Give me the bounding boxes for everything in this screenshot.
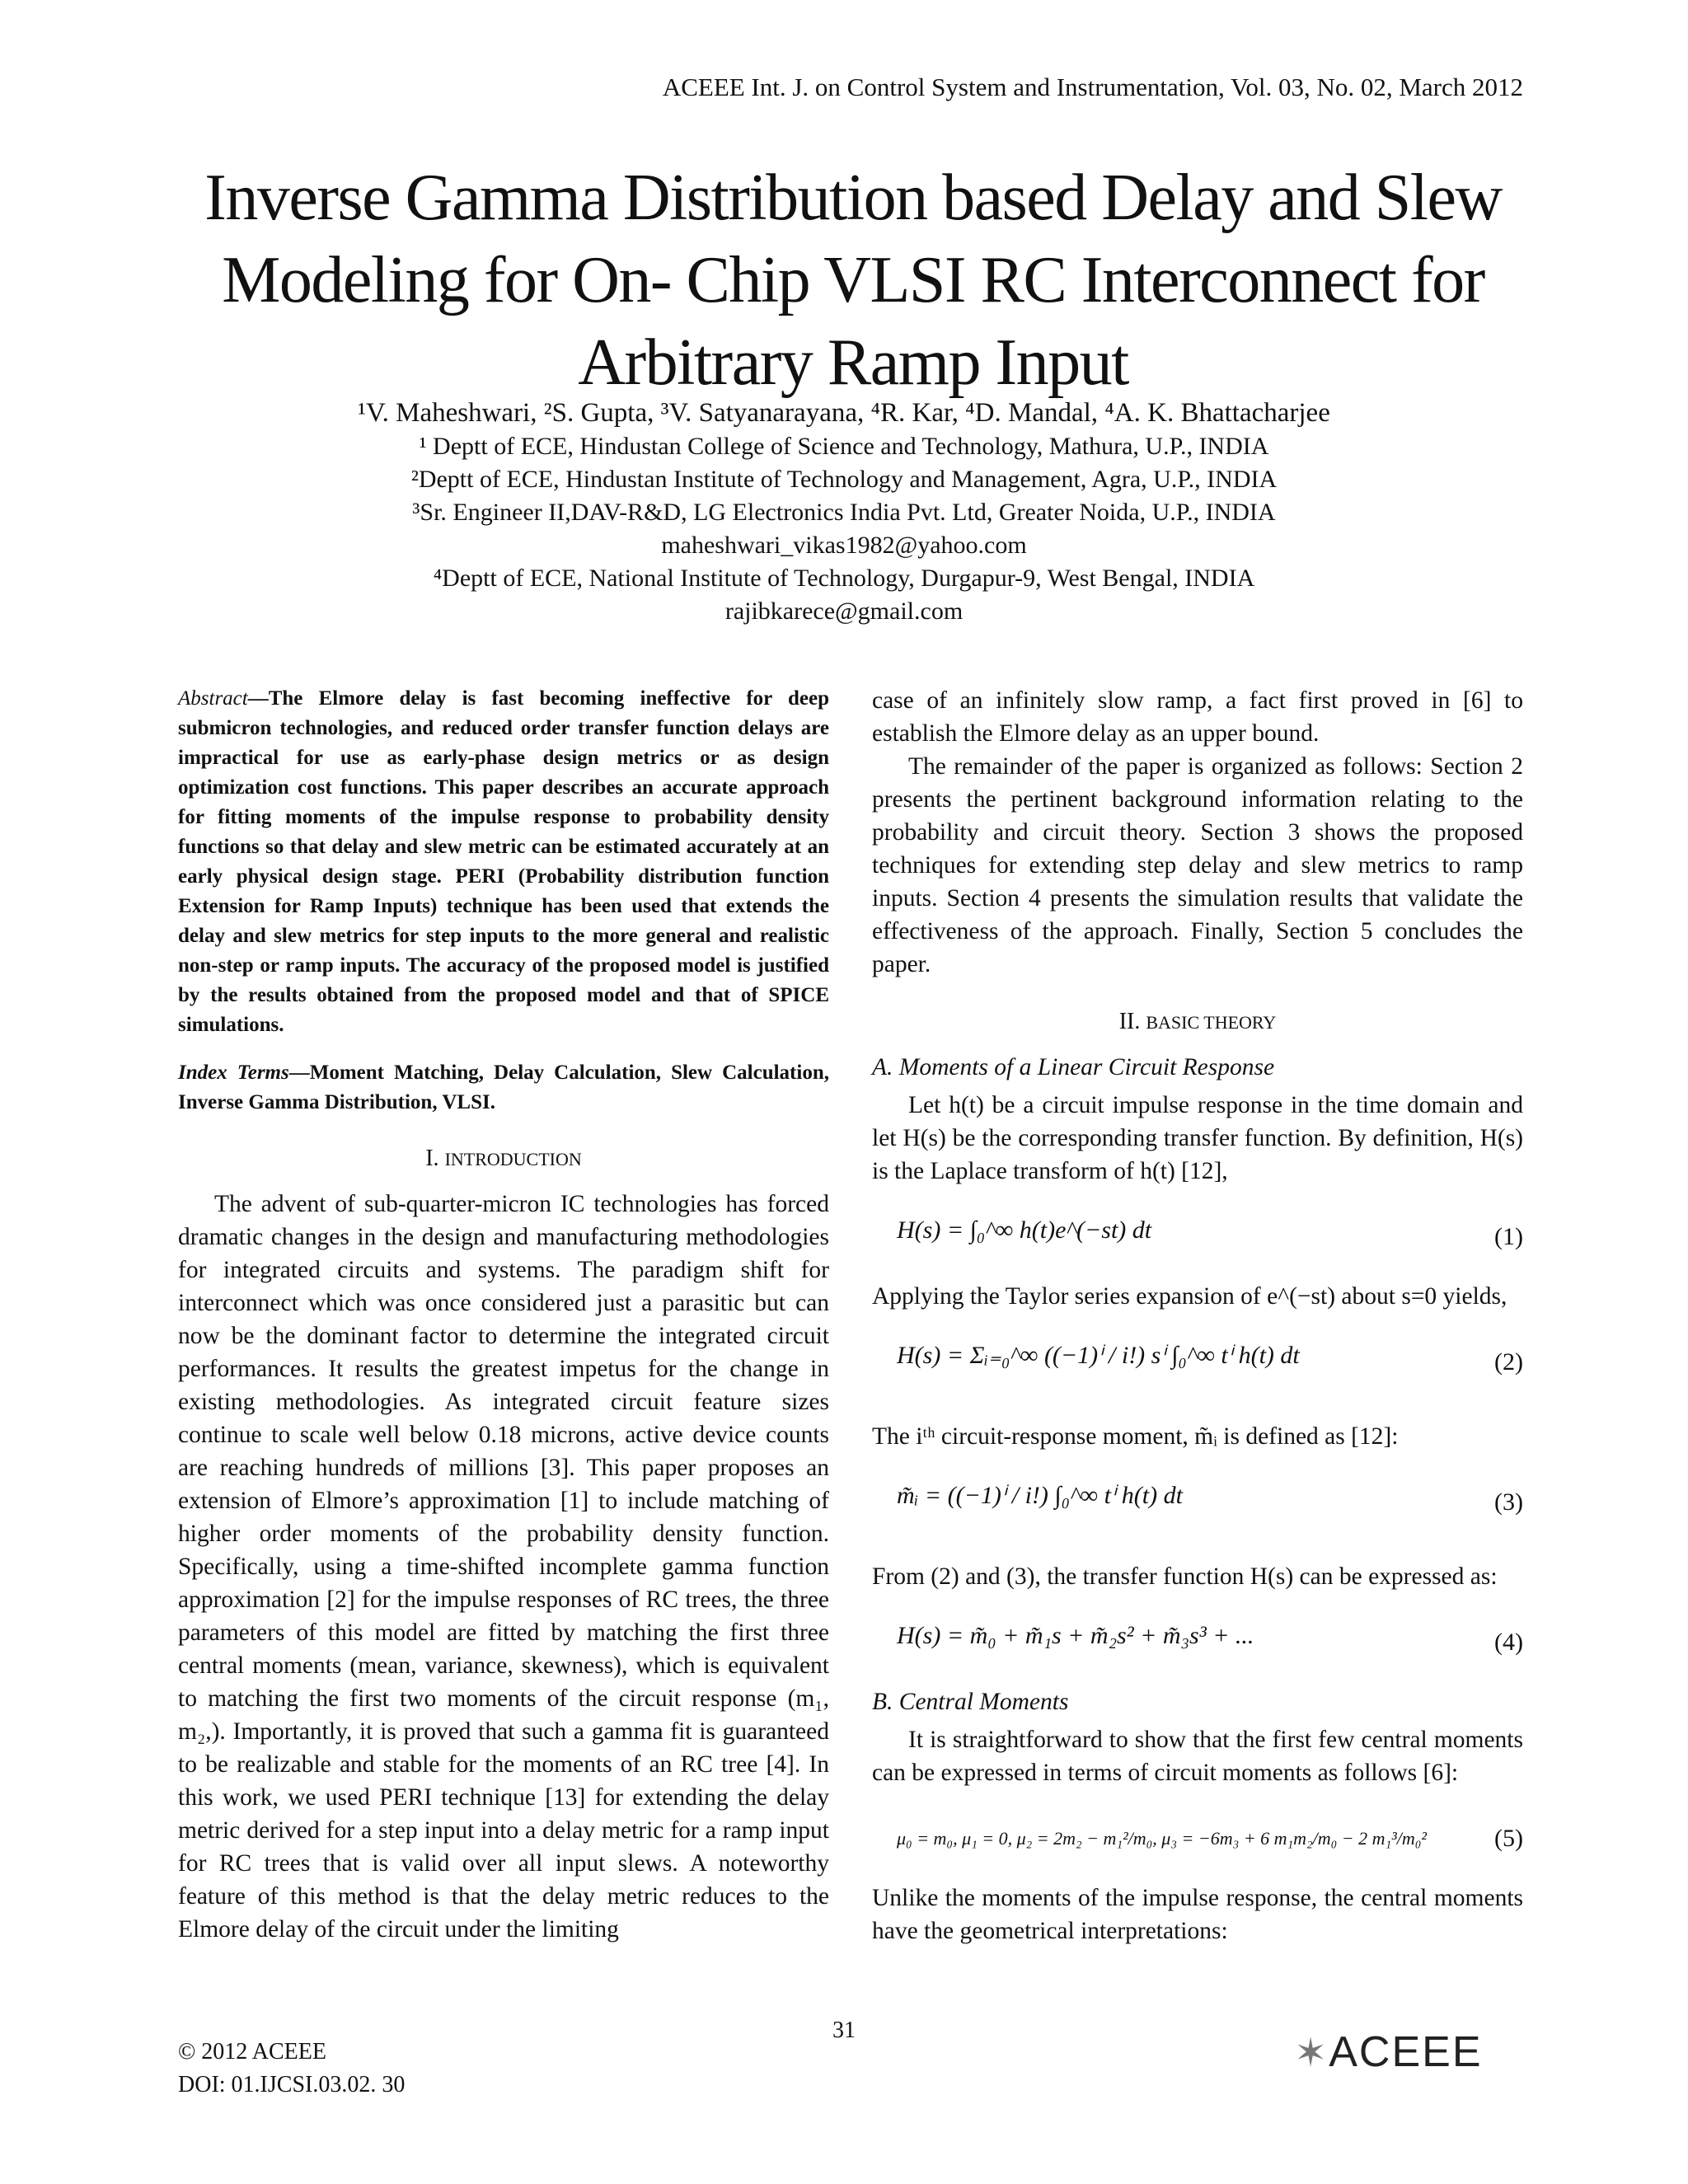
equation-5-number: (5) [1494, 1825, 1523, 1852]
equation-3 [872, 1461, 1523, 1552]
right-paragraph-3: Let h(t) be a circuit impulse response in the time domain and let H(s) be the corresponding transfer function. By definition, H(s) is the Laplace transform of h(t) [12], [872, 1092, 1523, 1184]
abstract-label: Abstract [178, 687, 248, 710]
title-line-3: Arbitrary Ramp Input [578, 326, 1128, 399]
author-names: ¹V. Maheshwari, ²S. Gupta, ³V. Satyanarayana, ⁴R. Kar, ⁴D. Mandal, ⁴A. K. Bhattacharjee [358, 398, 1330, 428]
equation-2 [872, 1321, 1523, 1412]
section-2-heading: II. BASIC THEORY [1118, 1009, 1277, 1034]
intro-paragraph: The advent of sub-quarter-micron IC technologies has forced dramatic changes in the design and manufacturing methodologies for integrated circuits and systems. The paradigm shift for interconnect which was once considered just a parasitic but can now be the dominant factor to determine the integrated circuit performances. It results the greatest impetus for the change in existing methodologies. As integrated circuit feature sizes continue to scale well below 0.18 microns, active device counts are reaching hundreds of millions [3]. This paper proposes an extension of Elmore’s approximation [1] to include matching of higher order moments of the probability density function. Specifically, using a time-shifted incomplete gamma function approximation [2] for the impulse responses of RC trees, the three parameters of this model are fitted by matching the first three central moments (mean, variance, skewness), which is equivalent to matching the first two moments of the circuit response (m₁, m₂,). Importantly, it is proved that such a gamma fit is guaranteed to be realizable and stable for the moments of an RC tree [4]. In this work, we used PERI technique [13] for extending the delay metric derived for a step input into a delay metric for a ramp input for RC trees that is valid over all input slews. A noteworthy feature of this method is that the delay metric reduces to the Elmore delay of the circuit under the limiting [178, 1191, 829, 1943]
equation-4 [872, 1601, 1523, 1677]
title-line-2: Modeling for On- Chip VLSI RC Interconnect for [222, 244, 1484, 316]
index-terms-label: Index Terms [178, 1062, 289, 1084]
logo-text: ACEEE [1329, 2028, 1483, 2076]
right-paragraph-5: The iᵗʰ circuit-response moment, m̃ᵢ is defined as [12]: [872, 1423, 1399, 1450]
affiliation-4: ⁴Deptt of ECE, National Institute of Technology, Durgapur-9, West Bengal, INDIA [433, 565, 1255, 592]
subsection-b-heading: B. Central Moments [872, 1689, 1069, 1715]
index-terms [178, 1058, 829, 1118]
star-icon: ✶ [1294, 2032, 1329, 2075]
equation-3-number: (3) [1494, 1488, 1523, 1516]
affiliation-2: ²Deptt of ECE, Hindustan Institute of Technology and Management, Agra, U.P., INDIA [410, 466, 1278, 493]
right-paragraph-1: case of an infinitely slow ramp, a fact first proved in [6] to establish the Elmore delay as an upper bound. [872, 687, 1523, 747]
right-paragraph-8: Unlike the moments of the impulse response, the central moments have the geometrical interpretations: [872, 1885, 1523, 1944]
doi: DOI: 01.IJCSI.03.02. 30 [178, 2072, 406, 2097]
affiliation-1: ¹ Deptt of ECE, Hindustan College of Science and Technology, Mathura, U.P., INDIA [419, 433, 1269, 460]
equation-2-body: H(s) = Σᵢ₌₀^∞ ((−1)ⁱ / i!) sⁱ ∫₀^∞ tⁱ h(t) dt [897, 1342, 1300, 1369]
affiliation-3: ³Sr. Engineer II,DAV-R&D, LG Electronics India Pvt. Ltd, Greater Noida, U.P., INDIA [412, 499, 1276, 526]
equation-1-number: (1) [1494, 1223, 1523, 1250]
equation-4-body: H(s) = m̃₀ + m̃₁s + m̃₂s² + m̃₃s³ + ... [897, 1622, 1254, 1649]
author-block [0, 396, 1688, 628]
email-2[interactable]: rajibkarece@gmail.com [724, 598, 964, 625]
equation-4-number: (4) [1494, 1629, 1523, 1656]
equation-5-body: μ₀ = m₀, μ₁ = 0, μ₂ = 2m₂ − m₁²/m₀, μ₃ = −6m₃ + 6 m₁m₂/m₀ − 2 m₁³/m₀² [897, 1828, 1428, 1849]
right-column [872, 684, 1523, 1947]
abstract-text: —The Elmore delay is fast becoming ineffective for deep submicron technologies, and reduced order transfer function delays are impractical for use as early-phase design metrics or as design optimization cost functions. This paper describes an accurate approach for fitting moments of the impulse response to probability density functions so that delay and slew metric can be estimated accurately at an early physical design stage. PERI (Probability distribution function Extension for Ramp Inputs) technique has been used that extends the delay and slew metrics for step inputs to the more general and realistic non-step or ramp inputs. The accuracy of the proposed model is justified by the results obtained from the proposed model and that of SPICE simulations. [178, 687, 829, 1036]
equation-5 [872, 1797, 1523, 1873]
index-terms-text: —Moment Matching, Delay Calculation, Slew Calculation, Inverse Gamma Distribution, VLSI. [178, 1062, 829, 1113]
abstract [178, 684, 829, 1040]
equation-2-number: (2) [1494, 1348, 1523, 1376]
email-1[interactable]: maheshwari_vikas1982@yahoo.com [661, 532, 1027, 559]
right-paragraph-7: It is straightforward to show that the first few central moments can be expressed in terms of circuit moments as follows [6]: [872, 1727, 1523, 1786]
title-line-1: Inverse Gamma Distribution based Delay and Slew [204, 162, 1502, 234]
right-paragraph-2: The remainder of the paper is organized as follows: Section 2 presents the pertinent background information relating to the probability and circuit theory. Section 3 shows the proposed techniques for extending step delay and slew metrics to ramp inputs. Section 4 presents the simulation results that validate the effectiveness of the approach. Finally, Section 5 concludes the paper. [872, 753, 1523, 977]
subsection-a-heading: A. Moments of a Linear Circuit Response [872, 1054, 1275, 1080]
section-1-heading: I. INTRODUCTION [425, 1146, 582, 1171]
paper-title [124, 157, 1582, 404]
journal-header: ACEEE Int. J. on Control System and Instrumentation, Vol. 03, No. 02, March 2012 [662, 73, 1523, 101]
right-paragraph-6: From (2) and (3), the transfer function H(s) can be expressed as: [872, 1563, 1498, 1590]
right-paragraph-4: Applying the Taylor series expansion of e^(−st) about s=0 yields, [872, 1283, 1507, 1310]
footer-left [178, 2036, 405, 2102]
copyright: © 2012 ACEEE [178, 2039, 326, 2064]
left-column [178, 684, 829, 1946]
page-number: 31 [832, 2018, 856, 2043]
publisher-logo [1294, 2027, 1483, 2077]
equation-1 [872, 1196, 1523, 1272]
equation-3-body: m̃ᵢ = ((−1)ⁱ / i!) ∫₀^∞ tⁱ h(t) dt [897, 1482, 1183, 1509]
equation-1-body: H(s) = ∫₀^∞ h(t)e^(−st) dt [897, 1216, 1152, 1244]
